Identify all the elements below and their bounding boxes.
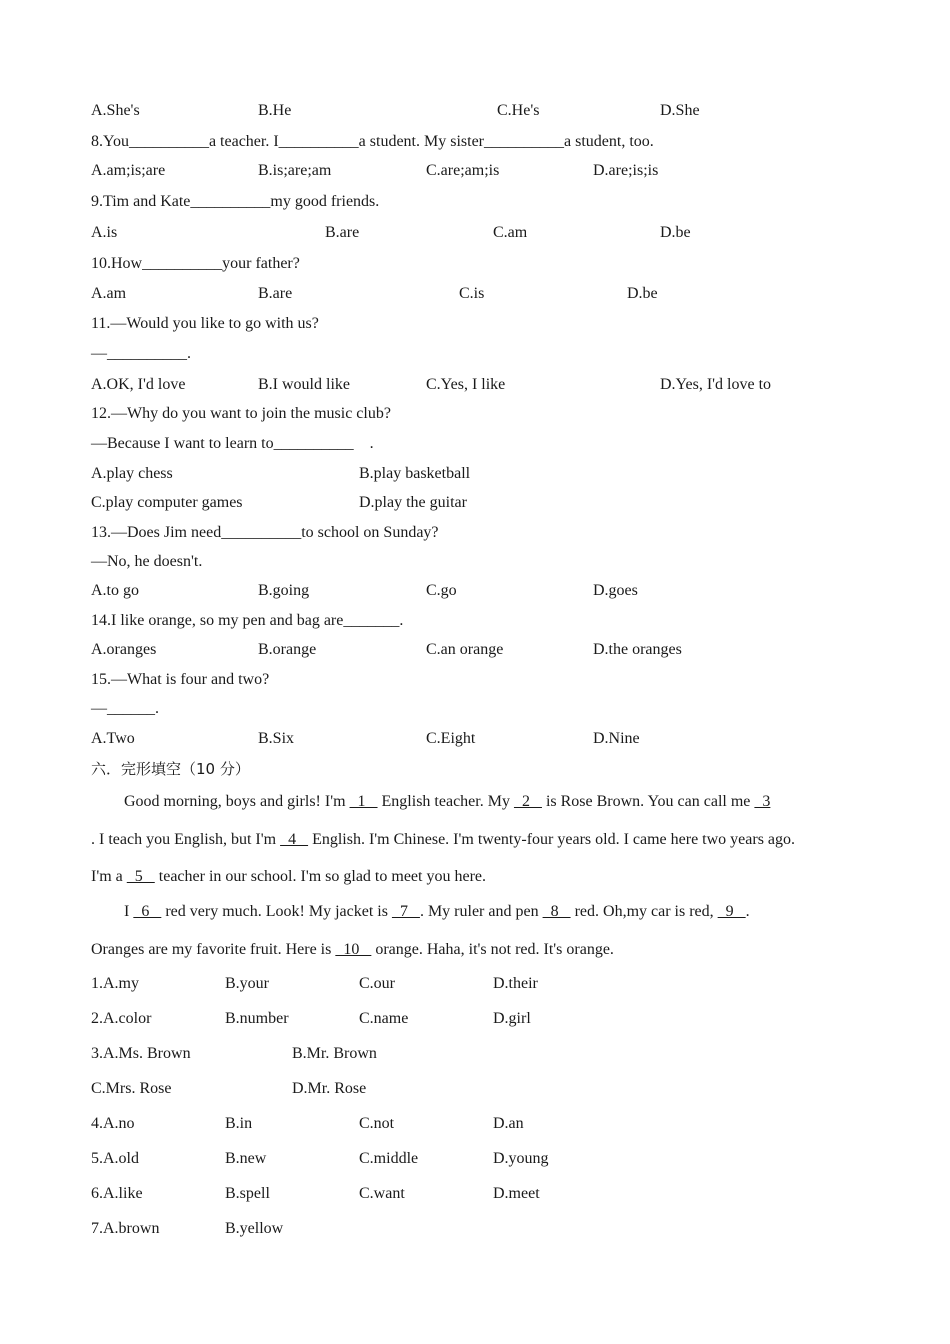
cloze-3-option-a: 3.A.Ms. Brown (91, 1045, 191, 1062)
q14-stem: 14.I like orange, so my pen and bag are_______. (91, 612, 404, 629)
q8-option-b: B.is;are;am (258, 162, 332, 179)
cloze-1-option-c: C.our (359, 975, 395, 992)
q11-option-b: B.I would like (258, 376, 350, 393)
q14-option-c: C.an orange (426, 641, 504, 658)
passage-text: . I teach you English, but I'm (91, 831, 281, 848)
cloze-6-option-a: 6.A.like (91, 1185, 143, 1202)
q14-option-a: A.oranges (91, 641, 157, 658)
passage-text: orange. Haha, it's not red. It's orange. (371, 941, 614, 958)
blank-10: 10 (335, 941, 372, 958)
q12-option-d: D.play the guitar (359, 494, 467, 511)
q13-option-b: B.going (258, 582, 310, 599)
q9-stem: 9.Tim and Kate__________my good friends. (91, 193, 380, 210)
q8-option-c: C.are;am;is (426, 162, 500, 179)
passage-line-2 (91, 830, 795, 850)
cloze-5-option-b: B.new (225, 1150, 267, 1167)
cloze-5-option-d: D.young (493, 1150, 549, 1167)
q10-option-d: D.be (627, 285, 658, 302)
q9-option-d: D.be (660, 224, 691, 241)
q12-answer-line: —Because I want to learn to__________ . (91, 435, 374, 452)
blank-4: 4 (280, 831, 309, 848)
cloze-2-option-a: 2.A.color (91, 1010, 152, 1027)
blank-2: 2 (513, 793, 542, 810)
q15-option-b: B.Six (258, 730, 295, 747)
cloze-6-option-b: B.spell (225, 1185, 270, 1202)
passage-text: English teacher. My (377, 793, 514, 810)
q15-option-a: A.Two (91, 730, 135, 747)
passage-text: . My ruler and pen (419, 903, 543, 920)
blank-6: 6 (133, 903, 162, 920)
cloze-4-option-b: B.in (225, 1115, 253, 1132)
blank-3: 3 (754, 793, 771, 810)
q13-option-a: A.to go (91, 582, 139, 599)
blank-1: 1 (349, 793, 378, 810)
cloze-1-option-b: B.your (225, 975, 269, 992)
passage-text: red very much. Look! My jacket is (161, 903, 392, 920)
cloze-5-option-c: C.middle (359, 1150, 419, 1167)
q13-answer-line: —No, he doesn't. (91, 553, 203, 570)
q9-option-a: A.is (91, 224, 118, 241)
q15-stem: 15.—What is four and two? (91, 671, 270, 688)
q8-option-a: A.am;is;are (91, 162, 166, 179)
q13-stem: 13.—Does Jim need__________to school on Sunday? (91, 524, 439, 541)
passage-line-5 (91, 940, 614, 960)
q10-option-a: A.am (91, 285, 127, 302)
cloze-6-option-c: C.want (359, 1185, 405, 1202)
q8-stem: 8.You__________a teacher. I__________a student. My sister__________a student, too. (91, 133, 654, 150)
cloze-4-option-d: D.an (493, 1115, 524, 1132)
cloze-2-option-d: D.girl (493, 1010, 531, 1027)
cloze-3-option-d: D.Mr. Rose (292, 1080, 367, 1097)
cloze-7-option-b: B.yellow (225, 1220, 284, 1237)
q13-option-c: C.go (426, 582, 457, 599)
cloze-4-option-a: 4.A.no (91, 1115, 135, 1132)
q11-option-c: C.Yes, I like (426, 376, 506, 393)
q8-option-d: D.are;is;is (593, 162, 659, 179)
section-heading: 六．完形填空（10 分） (91, 760, 250, 778)
q7-option-b: B.He (258, 102, 292, 119)
passage-text: is Rose Brown. You can call me (541, 793, 755, 810)
q9-option-b: B.are (325, 224, 360, 241)
q11-option-d: D.Yes, I'd love to (660, 376, 772, 393)
blank-7: 7 (391, 903, 420, 920)
cloze-6-option-d: D.meet (493, 1185, 540, 1202)
q15-option-d: D.Nine (593, 730, 640, 747)
q12-stem: 12.—Why do you want to join the music club? (91, 405, 391, 422)
q10-option-b: B.are (258, 285, 293, 302)
cloze-3-option-b: B.Mr. Brown (292, 1045, 377, 1062)
q12-option-c: C.play computer games (91, 494, 243, 511)
q11-stem: 11.—Would you like to go with us? (91, 315, 319, 332)
passage-text: I'm a (91, 868, 127, 885)
cloze-3-option-c: C.Mrs. Rose (91, 1080, 172, 1097)
q7-option-a: A.She's (91, 102, 140, 119)
cloze-1-option-a: 1.A.my (91, 975, 139, 992)
passage-line-1 (124, 792, 770, 812)
q15-option-c: C.Eight (426, 730, 476, 747)
q15-answer-line: —______. (91, 700, 159, 717)
q12-option-b: B.play basketball (359, 465, 471, 482)
q11-answer-line: —__________. (91, 345, 191, 362)
passage-text: I (124, 903, 134, 920)
q14-option-d: D.the oranges (593, 641, 682, 658)
passage-text: Good morning, boys and girls! I'm (124, 793, 350, 810)
passage-text: . (745, 903, 750, 920)
blank-8: 8 (542, 903, 571, 920)
q7-option-c: C.He's (497, 102, 540, 119)
passage-line-3 (91, 867, 486, 887)
blank-9: 9 (717, 903, 746, 920)
q9-option-c: C.am (493, 224, 528, 241)
q10-option-c: C.is (459, 285, 485, 302)
q14-option-b: B.orange (258, 641, 317, 658)
q7-option-d: D.She (660, 102, 700, 119)
cloze-2-option-b: B.number (225, 1010, 289, 1027)
q12-option-a: A.play chess (91, 465, 173, 482)
passage-text: Oranges are my favorite fruit. Here is (91, 941, 336, 958)
cloze-2-option-c: C.name (359, 1010, 409, 1027)
cloze-1-option-d: D.their (493, 975, 538, 992)
cloze-7-option-a: 7.A.brown (91, 1220, 160, 1237)
cloze-4-option-c: C.not (359, 1115, 395, 1132)
passage-text: English. I'm Chinese. I'm twenty-four years old. I came here two years ago. (308, 831, 796, 848)
cloze-5-option-a: 5.A.old (91, 1150, 139, 1167)
q10-stem: 10.How__________your father? (91, 255, 300, 272)
q13-option-d: D.goes (593, 582, 638, 599)
blank-5: 5 (126, 868, 155, 885)
passage-line-4 (124, 902, 750, 922)
q11-option-a: A.OK, I'd love (91, 376, 186, 393)
passage-text: red. Oh,my car is red, (570, 903, 718, 920)
passage-text: teacher in our school. I'm so glad to meet you here. (154, 868, 486, 885)
